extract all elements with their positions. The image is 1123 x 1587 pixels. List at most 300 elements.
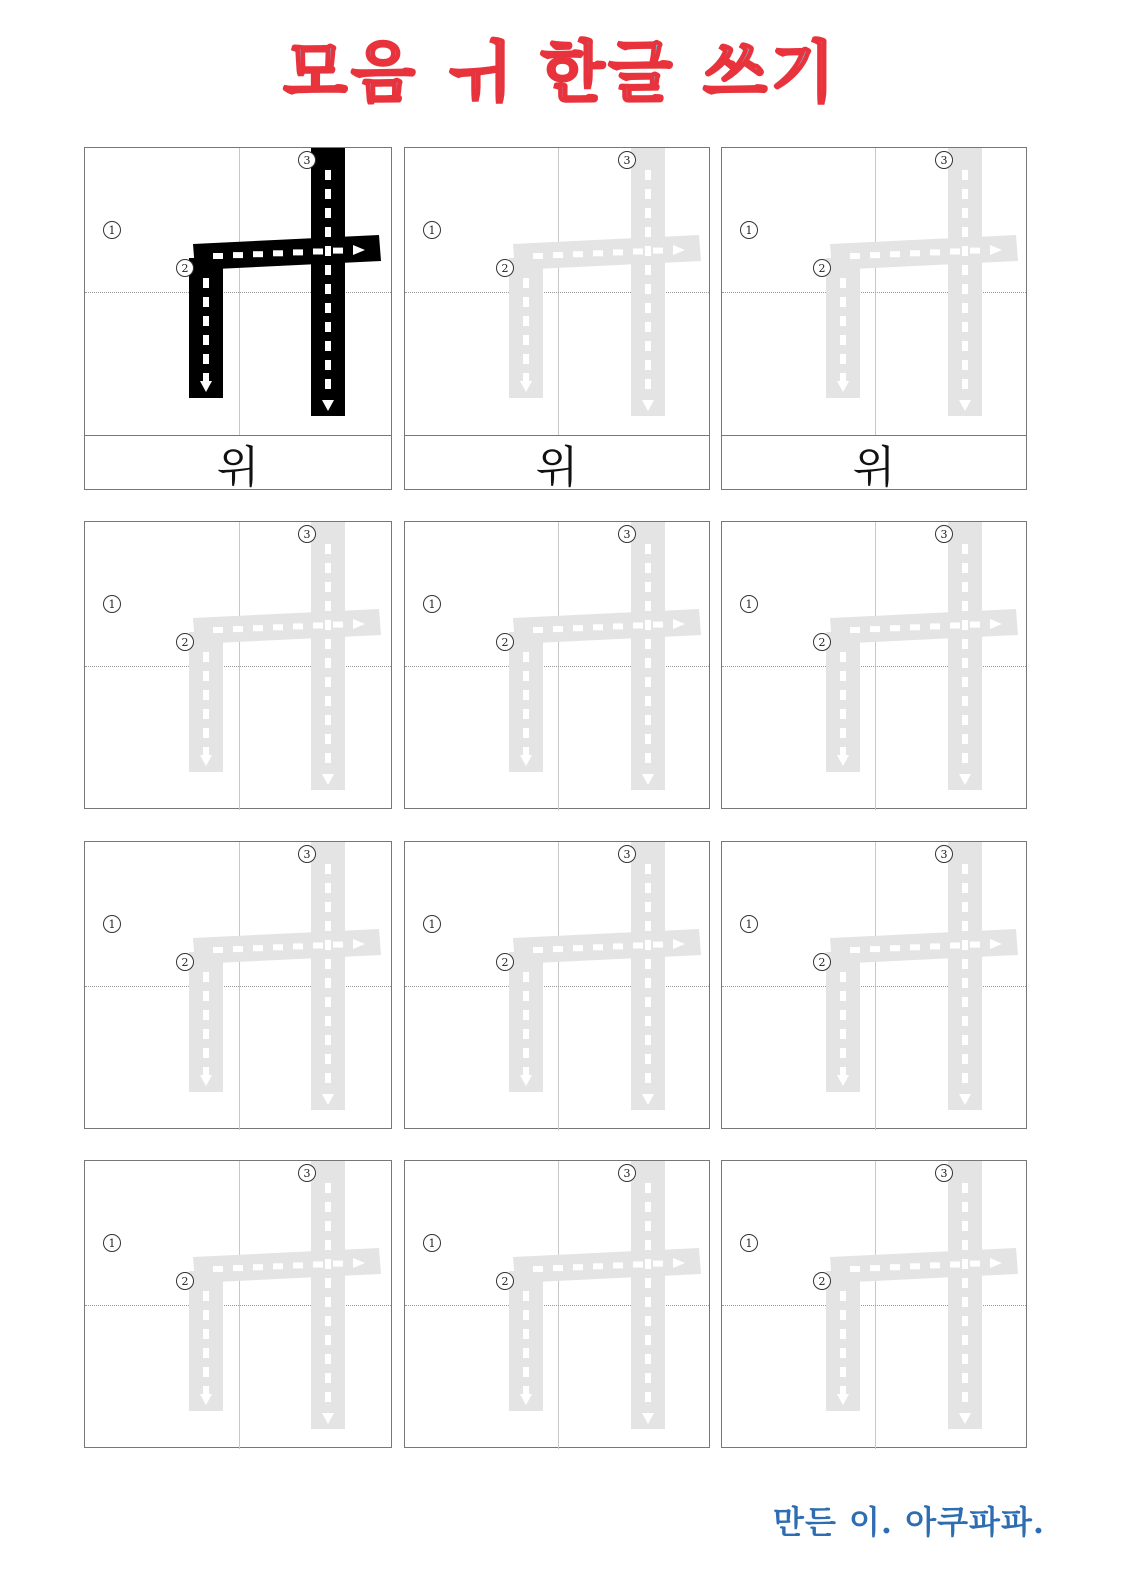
svg-text:3: 3 (623, 1167, 631, 1180)
stroke-3-dash (962, 696, 968, 706)
stroke-3-dash (962, 1259, 968, 1269)
practice-cell (404, 521, 710, 809)
stroke-3-dash (645, 921, 651, 931)
stroke-3-dash (962, 265, 968, 275)
stroke-2-dash (203, 1329, 209, 1339)
stroke-2-dash (203, 690, 209, 700)
stroke-3-dash (962, 677, 968, 687)
stroke-3-dash (325, 902, 331, 912)
stroke-3-dash (645, 601, 651, 611)
stroke-3-dash (645, 208, 651, 218)
stroke-1-dash (533, 627, 543, 633)
stroke-1-dash (850, 253, 860, 259)
stroke-1-dash (213, 253, 223, 259)
stroke-3-dash (325, 658, 331, 668)
stroke-number-2 (177, 1273, 194, 1290)
stroke-number-1 (104, 916, 121, 933)
stroke-3-dash (645, 620, 651, 630)
stroke-1-dash (293, 623, 303, 629)
stroke-number-3 (299, 526, 316, 543)
stroke-3-dash (325, 1259, 331, 1269)
svg-text:2: 2 (181, 636, 189, 649)
svg-text:3: 3 (940, 1167, 948, 1180)
stroke-2-dash (523, 1048, 529, 1058)
stroke-3-dash (325, 940, 331, 950)
stroke-2-dash (523, 335, 529, 345)
stroke-1-dash (950, 1262, 960, 1268)
stroke-2-dash (523, 297, 529, 307)
stroke-3-dash (645, 170, 651, 180)
stroke-3-dash (325, 544, 331, 554)
stroke-3-dash (645, 265, 651, 275)
svg-text:2: 2 (501, 1275, 509, 1288)
stroke-3-dash (962, 1240, 968, 1250)
stroke-3-dash (962, 227, 968, 237)
svg-text:1: 1 (108, 598, 116, 611)
svg-text:2: 2 (181, 956, 189, 969)
stroke-3-dash (325, 883, 331, 893)
stroke-3-dash (962, 601, 968, 611)
stroke-3-dash (962, 1278, 968, 1288)
stroke-1-dash (950, 249, 960, 255)
stroke-number-1 (424, 222, 441, 239)
stroke-1-dash (890, 945, 900, 951)
practice-cell (721, 1160, 1027, 1448)
stroke-3-dash (645, 753, 651, 763)
stroke-3-dash (325, 921, 331, 931)
stroke-3-dash (325, 1316, 331, 1326)
stroke-1-dash (633, 249, 643, 255)
model-letter (85, 148, 393, 436)
stroke-3-dash (325, 284, 331, 294)
svg-text:1: 1 (428, 1237, 436, 1250)
stroke-3-dash (645, 1054, 651, 1064)
stroke-2-dash (840, 1329, 846, 1339)
stroke-1-dash (653, 1261, 663, 1267)
svg-text:2: 2 (818, 1275, 826, 1288)
trace-letter (405, 148, 713, 436)
stroke-1-dash (850, 627, 860, 633)
stroke-3-dash (325, 696, 331, 706)
stroke-3-dash (962, 978, 968, 988)
stroke-3-shape (948, 1161, 982, 1429)
stroke-1-dash (253, 251, 263, 257)
stroke-3-dash (962, 1073, 968, 1083)
svg-text:1: 1 (428, 224, 436, 237)
stroke-1-dash (233, 946, 243, 952)
stroke-1-dash (870, 946, 880, 952)
stroke-1-dash (613, 943, 623, 949)
stroke-1-dash (593, 1263, 603, 1269)
stroke-number-2 (497, 954, 514, 971)
stroke-3-dash (645, 1392, 651, 1402)
stroke-3-shape (631, 148, 665, 416)
stroke-3-dash (962, 1335, 968, 1345)
stroke-1-dash (313, 249, 323, 255)
stroke-1-dash (213, 627, 223, 633)
stroke-3-dash (645, 978, 651, 988)
stroke-1-dash (890, 1264, 900, 1270)
stroke-3-dash (645, 1035, 651, 1045)
stroke-number-2 (497, 260, 514, 277)
stroke-number-2 (177, 634, 194, 651)
stroke-3-dash (962, 1054, 968, 1064)
stroke-3-dash (325, 246, 331, 256)
stroke-3-dash (645, 1073, 651, 1083)
stroke-2-dash (840, 671, 846, 681)
stroke-3-dash (962, 620, 968, 630)
stroke-number-3 (936, 152, 953, 169)
stroke-number-2 (814, 260, 831, 277)
stroke-number-1 (741, 222, 758, 239)
svg-text:2: 2 (818, 262, 826, 275)
stroke-2-dash (840, 1010, 846, 1020)
stroke-3-dash (325, 227, 331, 237)
stroke-1-dash (233, 252, 243, 258)
svg-text:3: 3 (303, 1167, 311, 1180)
stroke-1-dash (333, 1261, 343, 1267)
stroke-2-dash (840, 690, 846, 700)
svg-text:3: 3 (940, 848, 948, 861)
practice-cell (84, 841, 392, 1129)
stroke-3-dash (645, 1221, 651, 1231)
stroke-2-dash (523, 316, 529, 326)
author-credit: 만든 이. 아쿠파파. (773, 1503, 1045, 1541)
stroke-1-dash (850, 1266, 860, 1272)
svg-text:1: 1 (745, 1237, 753, 1250)
stroke-2-dash (203, 297, 209, 307)
stroke-3-dash (325, 360, 331, 370)
stroke-number-1 (741, 596, 758, 613)
stroke-2-dash (840, 1291, 846, 1301)
practice-cell (721, 521, 1027, 809)
stroke-3-dash (645, 658, 651, 668)
stroke-3-dash (962, 1183, 968, 1193)
page-title-text: 모음 ㅟ 한글 쓰기 (283, 34, 839, 110)
stroke-1-dash (553, 1265, 563, 1271)
stroke-3-dash (962, 1354, 968, 1364)
stroke-3-dash (325, 620, 331, 630)
stroke-3-dash (962, 658, 968, 668)
stroke-1-dash (573, 945, 583, 951)
svg-text:1: 1 (745, 224, 753, 237)
stroke-3-dash (325, 1054, 331, 1064)
stroke-2-dash (840, 991, 846, 1001)
stroke-3-dash (962, 883, 968, 893)
stroke-3-shape (948, 842, 982, 1110)
stroke-2-dash (840, 1048, 846, 1058)
stroke-number-3 (299, 152, 316, 169)
stroke-2-dash (203, 335, 209, 345)
stroke-2-dash (840, 297, 846, 307)
stroke-number-3 (936, 1165, 953, 1182)
stroke-1-dash (633, 943, 643, 949)
stroke-3-shape (631, 842, 665, 1110)
stroke-1-dash (293, 249, 303, 255)
trace-letter (85, 1161, 393, 1449)
stroke-3-dash (962, 921, 968, 931)
stroke-1-dash (533, 253, 543, 259)
stroke-3-dash (645, 940, 651, 950)
stroke-3-dash (325, 734, 331, 744)
svg-text:3: 3 (303, 848, 311, 861)
stroke-2-dash (203, 1291, 209, 1301)
stroke-2-dash (523, 1291, 529, 1301)
stroke-3-dash (645, 1297, 651, 1307)
stroke-2-dash (523, 278, 529, 288)
stroke-3-dash (962, 734, 968, 744)
stroke-number-3 (619, 846, 636, 863)
stroke-3-dash (962, 1373, 968, 1383)
stroke-3-dash (645, 1278, 651, 1288)
stroke-2-dash (523, 671, 529, 681)
stroke-3-shape (631, 522, 665, 790)
stroke-3-dash (325, 1335, 331, 1345)
stroke-3-dash (645, 1183, 651, 1193)
stroke-3-dash (325, 715, 331, 725)
svg-text:1: 1 (745, 918, 753, 931)
stroke-3-dash (325, 959, 331, 969)
stroke-2-dash (840, 1310, 846, 1320)
stroke-1-dash (653, 942, 663, 948)
trace-letter (722, 842, 1030, 1130)
svg-text:3: 3 (940, 528, 948, 541)
stroke-1-dash (313, 623, 323, 629)
stroke-3-dash (325, 1183, 331, 1193)
stroke-3-dash (645, 1016, 651, 1026)
practice-cell (84, 1160, 392, 1448)
stroke-2-dash (840, 1367, 846, 1377)
stroke-3-dash (645, 734, 651, 744)
trace-letter (405, 1161, 713, 1449)
stroke-1-dash (293, 1262, 303, 1268)
stroke-3-dash (325, 265, 331, 275)
svg-text:3: 3 (623, 848, 631, 861)
stroke-1-dash (273, 250, 283, 256)
stroke-3-dash (325, 1278, 331, 1288)
stroke-2-dash (523, 1367, 529, 1377)
stroke-3-dash (962, 379, 968, 389)
stroke-3-dash (962, 189, 968, 199)
stroke-1-dash (653, 248, 663, 254)
practice-cell (404, 1160, 710, 1448)
stroke-3-dash (645, 189, 651, 199)
stroke-2-dash (523, 728, 529, 738)
stroke-1-dash (970, 248, 980, 254)
practice-cell (84, 521, 392, 809)
stroke-3-dash (645, 303, 651, 313)
stroke-1-dash (613, 623, 623, 629)
stroke-3-dash (325, 322, 331, 332)
stroke-number-2 (814, 954, 831, 971)
stroke-2-dash (203, 1310, 209, 1320)
stroke-3-dash (962, 303, 968, 313)
svg-text:1: 1 (428, 918, 436, 931)
stroke-3-dash (962, 1202, 968, 1212)
stroke-number-2 (497, 1273, 514, 1290)
svg-text:3: 3 (623, 154, 631, 167)
stroke-3-dash (645, 246, 651, 256)
stroke-number-2 (177, 954, 194, 971)
stroke-number-3 (619, 1165, 636, 1182)
stroke-3-dash (962, 940, 968, 950)
page-title (0, 30, 1123, 110)
stroke-1-dash (930, 249, 940, 255)
stroke-3-dash (325, 997, 331, 1007)
stroke-number-3 (619, 152, 636, 169)
stroke-1-dash (553, 946, 563, 952)
stroke-1-dash (553, 252, 563, 258)
stroke-number-3 (299, 1165, 316, 1182)
stroke-3-dash (325, 601, 331, 611)
practice-cell (404, 841, 710, 1129)
stroke-3-dash (962, 639, 968, 649)
stroke-1-dash (253, 625, 263, 631)
stroke-number-1 (741, 916, 758, 933)
stroke-1-dash (273, 944, 283, 950)
syllable-caption: 위 (85, 435, 391, 489)
stroke-3-dash (962, 582, 968, 592)
stroke-2-dash (203, 991, 209, 1001)
stroke-1-dash (950, 623, 960, 629)
stroke-2-dash (840, 278, 846, 288)
stroke-1-dash (633, 1262, 643, 1268)
stroke-1-dash (890, 625, 900, 631)
stroke-3-dash (645, 677, 651, 687)
stroke-3-dash (645, 1354, 651, 1364)
stroke-1-dash (253, 945, 263, 951)
stroke-3-dash (325, 1073, 331, 1083)
stroke-1-dash (253, 1264, 263, 1270)
stroke-1-dash (613, 1262, 623, 1268)
stroke-3-dash (645, 997, 651, 1007)
stroke-number-1 (424, 916, 441, 933)
stroke-3-dash (962, 1297, 968, 1307)
stroke-3-dash (645, 1316, 651, 1326)
stroke-1-dash (233, 626, 243, 632)
stroke-1-dash (613, 249, 623, 255)
stroke-3-dash (645, 1240, 651, 1250)
stroke-3-dash (325, 582, 331, 592)
stroke-1-dash (593, 250, 603, 256)
stroke-3-shape (311, 522, 345, 790)
stroke-1-dash (333, 248, 343, 254)
svg-text:1: 1 (108, 1237, 116, 1250)
stroke-2-dash (203, 354, 209, 364)
stroke-2-dash (203, 1367, 209, 1377)
stroke-1-dash (870, 1265, 880, 1271)
stroke-3-dash (645, 284, 651, 294)
stroke-2-dash (840, 972, 846, 982)
stroke-1-dash (553, 626, 563, 632)
stroke-2-dash (203, 1048, 209, 1058)
trace-letter (722, 522, 1030, 810)
stroke-3-dash (325, 563, 331, 573)
svg-text:3: 3 (623, 528, 631, 541)
stroke-number-3 (936, 846, 953, 863)
stroke-2-dash (840, 316, 846, 326)
stroke-3-dash (325, 189, 331, 199)
stroke-1-dash (213, 1266, 223, 1272)
stroke-3-dash (325, 1035, 331, 1045)
stroke-number-2 (497, 634, 514, 651)
stroke-3-dash (325, 379, 331, 389)
stroke-2-dash (523, 1310, 529, 1320)
stroke-3-dash (645, 360, 651, 370)
stroke-3-dash (325, 1297, 331, 1307)
stroke-2-dash (203, 1010, 209, 1020)
stroke-1-dash (573, 251, 583, 257)
stroke-3-dash (645, 696, 651, 706)
stroke-3-dash (645, 227, 651, 237)
stroke-2-dash (203, 972, 209, 982)
stroke-2-dash (523, 1029, 529, 1039)
stroke-3-dash (645, 959, 651, 969)
stroke-3-dash (962, 284, 968, 294)
stroke-1-dash (273, 624, 283, 630)
stroke-2-dash (523, 354, 529, 364)
stroke-1-dash (970, 942, 980, 948)
stroke-1-dash (910, 1263, 920, 1269)
stroke-1-dash (930, 623, 940, 629)
stroke-3-dash (962, 322, 968, 332)
stroke-number-1 (104, 1235, 121, 1252)
stroke-3-dash (962, 715, 968, 725)
stroke-3-dash (645, 1373, 651, 1383)
stroke-3-dash (325, 753, 331, 763)
stroke-3-shape (311, 1161, 345, 1429)
stroke-2-dash (523, 709, 529, 719)
trace-letter (85, 522, 393, 810)
stroke-3-dash (325, 1240, 331, 1250)
model-cell (84, 147, 392, 493)
trace-letter (722, 148, 1030, 436)
syllable-caption: 위 (722, 435, 1026, 489)
stroke-number-1 (104, 596, 121, 613)
stroke-1-dash (313, 1262, 323, 1268)
trace-letter (85, 842, 393, 1130)
stroke-3-dash (645, 341, 651, 351)
stroke-2-dash (203, 1029, 209, 1039)
stroke-3-dash (645, 322, 651, 332)
stroke-1-dash (930, 1262, 940, 1268)
stroke-3-dash (325, 677, 331, 687)
svg-text:2: 2 (818, 636, 826, 649)
stroke-number-1 (424, 1235, 441, 1252)
stroke-1-dash (910, 250, 920, 256)
stroke-3-dash (962, 753, 968, 763)
stroke-1-dash (890, 251, 900, 257)
stroke-2-dash (203, 652, 209, 662)
stroke-2-dash (523, 1348, 529, 1358)
stroke-3-dash (962, 563, 968, 573)
stroke-3-dash (962, 997, 968, 1007)
stroke-3-dash (325, 170, 331, 180)
stroke-3-dash (962, 902, 968, 912)
stroke-3-dash (325, 1202, 331, 1212)
svg-text:1: 1 (428, 598, 436, 611)
stroke-2-dash (840, 354, 846, 364)
stroke-3-dash (962, 208, 968, 218)
stroke-number-1 (424, 596, 441, 613)
stroke-3-dash (645, 379, 651, 389)
stroke-1-dash (593, 944, 603, 950)
stroke-1-dash (333, 622, 343, 628)
stroke-1-dash (910, 944, 920, 950)
svg-text:2: 2 (181, 1275, 189, 1288)
stroke-1-dash (970, 1261, 980, 1267)
stroke-1-dash (213, 947, 223, 953)
